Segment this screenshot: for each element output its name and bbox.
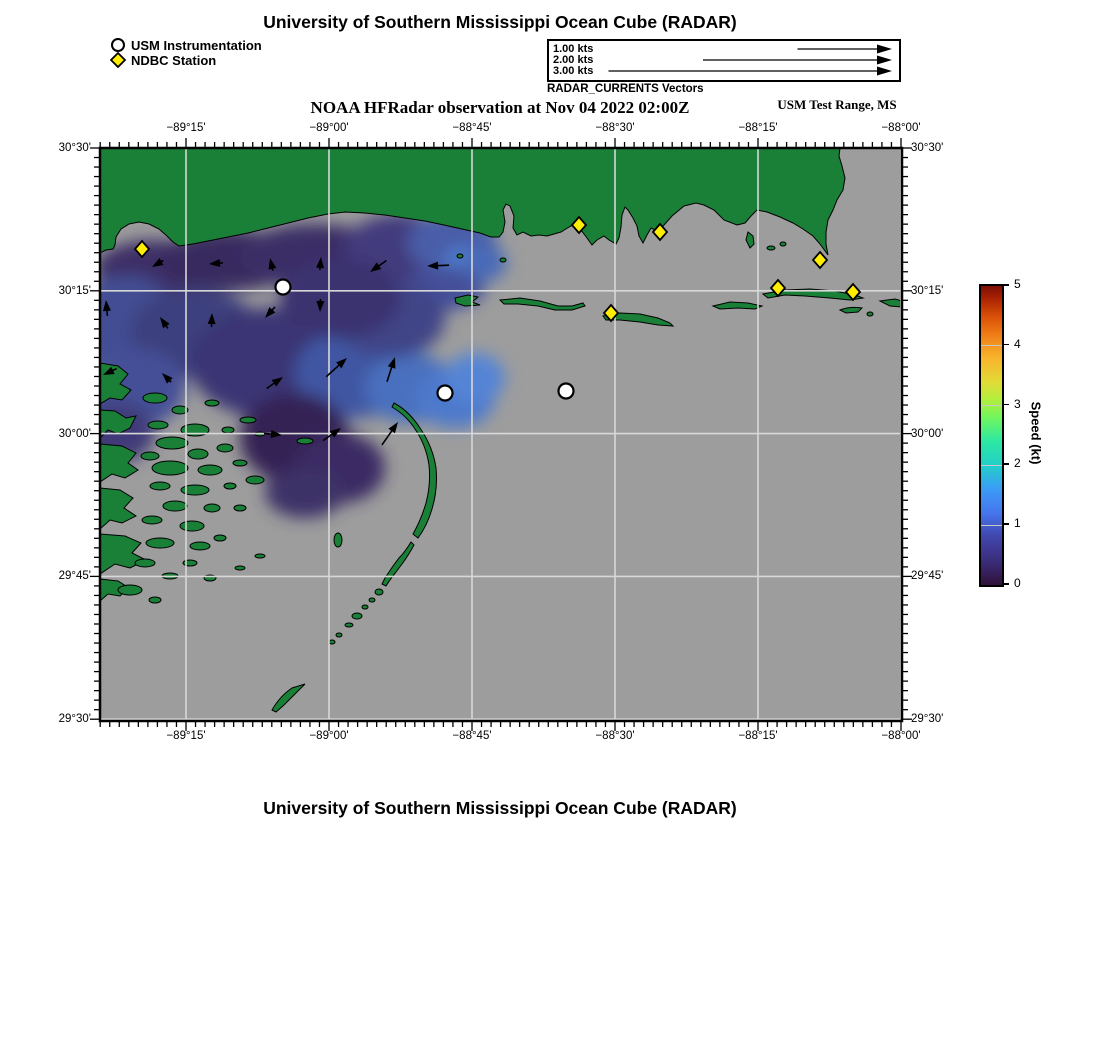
speed-blob — [445, 353, 505, 403]
colorbar-tick — [1002, 404, 1009, 406]
colorbar-tick-label: 3 — [1014, 396, 1021, 411]
usm-station-marker — [559, 384, 574, 399]
y-tick-label-left: 30°15' — [58, 284, 91, 297]
observation-subtitle: NOAA HFRadar observation at Nov 04 2022 02:00Z — [310, 98, 690, 117]
colorbar-tick-label: 4 — [1014, 336, 1021, 351]
footer-title: University of Southern Mississippi Ocean Cube (RADAR) — [263, 798, 737, 818]
vector-head — [877, 45, 892, 54]
map-canvas — [100, 148, 902, 721]
colorbar-gridline — [981, 525, 1002, 526]
y-tick-label-right: 30°30' — [911, 142, 944, 154]
y-tick-label-left: 30°30' — [58, 142, 91, 154]
vector-scale-box — [547, 39, 901, 82]
vector-scale-label: 1.00 kts — [553, 43, 594, 55]
colorbar-title: Speed (kt) — [1028, 401, 1044, 465]
map-area — [58, 122, 944, 742]
x-tick-label-bottom: −88°00' — [881, 730, 921, 742]
colorbar-tick — [1002, 284, 1009, 286]
colorbar-tick-label: 1 — [1014, 516, 1021, 531]
x-tick-label-bottom: −89°15' — [166, 730, 206, 742]
vector-head — [877, 56, 892, 65]
colorbar — [979, 284, 1004, 587]
colorbar-gridline — [981, 345, 1002, 346]
y-tick-label-left: 29°45' — [58, 570, 91, 583]
usm-station-marker — [276, 280, 291, 295]
speed-blob — [265, 468, 345, 518]
page-title: University of Southern Mississippi Ocean Cube (RADAR) — [263, 12, 737, 32]
colorbar-tick — [1002, 583, 1009, 585]
colorbar-gradient — [981, 286, 1002, 585]
y-tick-label-left: 29°30' — [58, 713, 91, 726]
x-tick-label-top: −88°45' — [452, 122, 492, 134]
legend-item-usm — [110, 37, 262, 53]
speed-blob — [463, 245, 507, 281]
vector-scale-arrows — [549, 41, 895, 76]
colorbar-tick-label: 5 — [1014, 277, 1021, 291]
legend-label-ndbc: NDBC Station — [131, 52, 217, 68]
colorbar-tick — [1002, 344, 1009, 346]
colorbar-tick-label: 2 — [1014, 456, 1021, 471]
x-tick-label-bottom: −88°15' — [738, 730, 778, 742]
circle-marker-icon — [110, 37, 127, 53]
y-tick-label-left: 30°00' — [58, 427, 91, 440]
x-tick-label-top: −88°15' — [738, 122, 778, 134]
region-label: USM Test Range, MS — [777, 97, 897, 112]
vector-scale-caption: RADAR_CURRENTS Vectors — [547, 83, 704, 95]
y-tick-label-right: 29°30' — [911, 713, 944, 726]
y-tick-label-right: 30°15' — [911, 284, 944, 297]
x-tick-label-top: −88°30' — [595, 122, 635, 134]
x-tick-label-top: −88°00' — [881, 122, 921, 134]
y-tick-label-right: 30°00' — [911, 427, 944, 440]
x-tick-label-bottom: −88°30' — [595, 730, 635, 742]
vector-scale-label: 3.00 kts — [553, 65, 594, 77]
colorbar-tick-label: 0 — [1014, 576, 1021, 590]
speed-blob — [280, 258, 400, 338]
colorbar-tick — [1002, 523, 1009, 525]
colorbar-gridline — [981, 465, 1002, 466]
vector-head — [877, 67, 892, 76]
usm-station-marker — [438, 386, 453, 401]
colorbar-tick — [1002, 463, 1009, 465]
colorbar-gridline — [981, 405, 1002, 406]
vector-scale-label: 2.00 kts — [553, 54, 594, 66]
x-tick-label-bottom: −89°00' — [309, 730, 349, 742]
x-tick-label-top: −89°15' — [166, 122, 206, 134]
x-tick-label-bottom: −88°45' — [452, 730, 492, 742]
legend-label-usm: USM Instrumentation — [131, 37, 262, 53]
x-tick-label-top: −89°00' — [309, 122, 349, 134]
y-tick-label-right: 29°45' — [911, 570, 944, 583]
legend-item-ndbc — [110, 52, 216, 68]
diamond-marker-icon — [110, 52, 127, 68]
